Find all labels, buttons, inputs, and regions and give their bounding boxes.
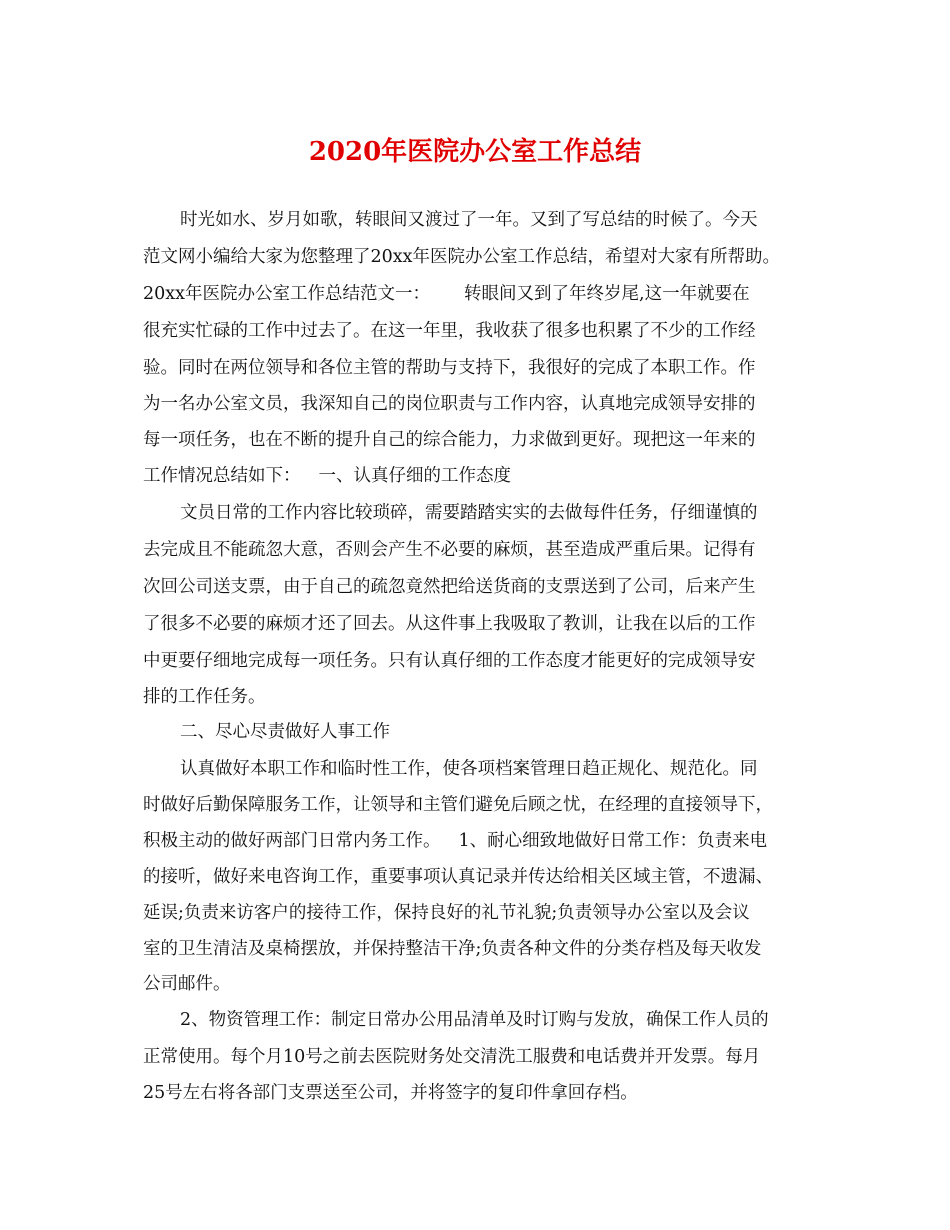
text-line: 时光如水、岁月如歌，转眼间又渡过了一年。又到了写总结的时候了。今天 [180, 210, 758, 230]
section-heading-1: 一、认真仔细的工作态度 [318, 466, 511, 486]
text-line: 文员日常的工作内容比较琐碎，需要踏踏实实的去做每件任务，仔细谨慎的 [180, 503, 758, 523]
text-line: 每一项任务，也在不断的提升自己的综合能力，力求做到更好。现把这一年来的 [143, 430, 756, 450]
text-line-with-heading [143, 276, 750, 312]
text-line: 正常使用。每个月10号之前去医院财务处交清洗工服费和电话费并开发票。每月 [143, 1047, 761, 1067]
text-fragment: 工作情况总结如下： [143, 466, 301, 486]
text-line: 时做好后勤保障服务工作，让领导和主管们避免后顾之忧，在经理的直接领导下， [143, 795, 773, 815]
text-line: 公司邮件。 [143, 974, 231, 994]
text-line-with-heading [143, 823, 767, 859]
text-line: 中更要仔细地完成每一项任务。只有认真仔细的工作态度才能更好的完成领导安 [143, 651, 756, 671]
text-line: 排的工作任务。 [143, 687, 266, 707]
text-line: 验。同时在两位领导和各位主管的帮助与支持下，我很好的完成了本职工作。作 [143, 358, 756, 378]
section-subtitle: 20xx年医院办公室工作总结范文一： [143, 284, 431, 304]
text-line: 为一名办公室文员，我深知自己的岗位职责与工作内容，认真地完成领导安排的 [143, 394, 756, 414]
text-line-with-heading [143, 458, 511, 494]
document-title: 2020年医院办公室工作总结 [308, 137, 642, 167]
text-line: 25号左右将各部门支票送至公司，并将签字的复印件拿回存档。 [143, 1083, 638, 1103]
text-fragment: 转眼间又到了年终岁尾,这一年就要在 [464, 284, 750, 304]
text-line: 室的卫生清洁及桌椅摆放，并保持整洁干净;负责各种文件的分类存档及每天收发 [143, 939, 762, 959]
text-line: 次回公司送支票，由于自己的疏忽竟然把给送货商的支票送到了公司，后来产生 [143, 577, 756, 597]
item-heading-1: 1、耐心细致地做好日常工作：负责来电 [458, 831, 768, 851]
text-fragment: 积极主动的做好两部门日常内务工作。 [143, 831, 441, 851]
text-line: 的接听，做好来电咨询工作，重要事项认真记录并传达给相关区域主管，不遗漏、 [143, 867, 773, 887]
text-line: 认真做好本职工作和临时性工作，使各项档案管理日趋正规化、规范化。同 [180, 759, 758, 779]
text-line: 2、物资管理工作：制定日常办公用品清单及时订购与发放，确保工作人员的 [180, 1010, 769, 1030]
text-line: 范文网小编给大家为您整理了20xx年医院办公室工作总结，希望对大家有所帮助。 [143, 247, 781, 267]
text-line: 了很多不必要的麻烦才还了回去。从这件事上我吸取了教训，让我在以后的工作 [143, 614, 756, 634]
text-line: 去完成且不能疏忽大意，否则会产生不必要的麻烦，甚至造成严重后果。记得有 [143, 540, 756, 560]
section-heading-2: 二、尽心尽责做好人事工作 [180, 722, 390, 742]
text-line: 延误;负责来访客户的接待工作，保持良好的礼节礼貌;负责领导办公室以及会议 [143, 903, 750, 923]
text-line: 很充实忙碌的工作中过去了。在这一年里，我收获了很多也积累了不少的工作经 [143, 321, 756, 341]
